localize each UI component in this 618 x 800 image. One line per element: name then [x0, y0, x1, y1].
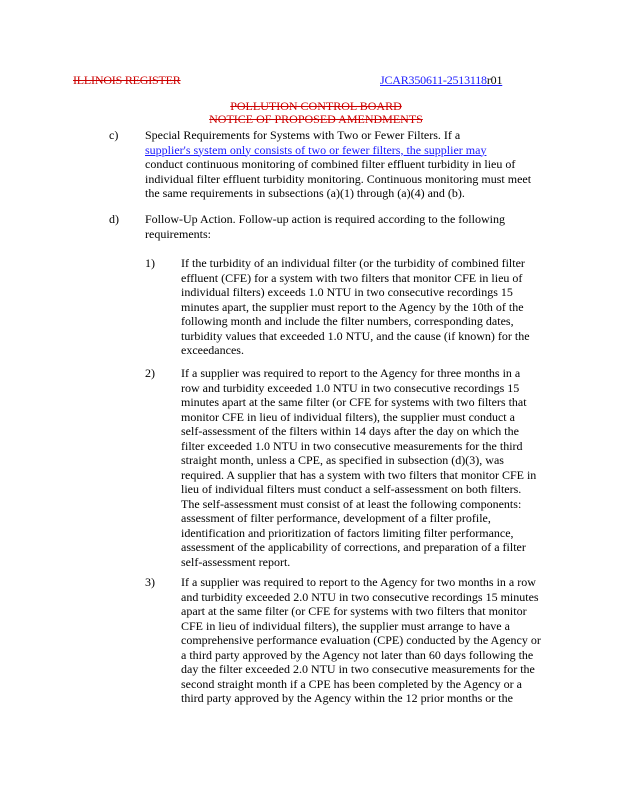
item-2-text	[181, 366, 571, 569]
text-line: effluent (CFE) for a system with two filters that monitor CFE in lieu of	[181, 270, 523, 285]
text-line: individual filter effluent turbidity monitoring. Continuous monitoring must meet	[145, 171, 532, 186]
text-line: Follow-Up Action. Follow-up action is required according to the following	[145, 212, 505, 226]
inserted-text: supplier's system only consists of two or fewer filters, the supplier may	[145, 142, 487, 157]
text-line: assessment of the applicability of corrections, and preparation of a filter	[181, 540, 526, 554]
subsection-d-text	[145, 212, 565, 241]
text-line: exceedances.	[181, 343, 244, 357]
text-line: If a supplier was required to report to the Agency for three months in a	[181, 366, 521, 380]
item-2-label: 2)	[145, 366, 155, 380]
text-line: comprehensive performance evaluation (CPE) conducted by the Agency or	[181, 633, 541, 647]
text-line: Special Requirements for Systems with Two or Fewer Filters. If a	[145, 128, 461, 142]
item-3-text	[181, 575, 571, 706]
board-title: POLLUTION CONTROL BOARD	[230, 99, 402, 113]
item-1-text	[181, 256, 571, 358]
text-line: following month and include the filter numbers, corresponding dates,	[181, 314, 514, 328]
text-line: identification and prioritization of factors limiting filter performance,	[181, 525, 514, 540]
revision-suffix: r01	[486, 73, 503, 87]
text-line: requirements:	[145, 226, 211, 241]
item-3-label: 3)	[145, 575, 155, 589]
subsection-c-label: c)	[109, 128, 119, 142]
text-line: a third party approved by the Agency not later than 60 days following the	[181, 647, 534, 662]
text-line: self-assessment of the filters within 14 days after the day on which the	[181, 424, 519, 438]
text-line: The self-assessment must consist of at least the following components:	[181, 496, 522, 511]
text-line: apart at the same filter (or CFE for systems with two filters that monitor	[181, 604, 527, 618]
register-header: ILLINOIS REGISTER	[73, 73, 181, 87]
text-line: assessment of filter performance, development of a filter profile,	[181, 511, 491, 525]
subsection-c-text	[145, 128, 565, 201]
text-line: turbidity values that exceeded 1.0 NTU, and the cause (if known) for the	[181, 328, 530, 343]
text-line: straight month, unless a CPE, as specified in subsection (d)(3), was	[181, 453, 504, 467]
text-line: monitor CFE in lieu of individual filters), the supplier must conduct a	[181, 409, 515, 424]
jcar-reference	[380, 73, 502, 88]
text-line: second straight month if a CPE has been completed by the Agency or a	[181, 676, 522, 691]
text-line	[145, 143, 565, 158]
jcar-number: JCAR350611-2513118	[380, 73, 487, 87]
text-line: individual filters) exceeds 1.0 NTU in two consecutive recordings 15	[181, 285, 513, 299]
notice-title: NOTICE OF PROPOSED AMENDMENTS	[209, 112, 423, 126]
text-line: row and turbidity exceeded 1.0 NTU in two consecutive recordings 15	[181, 380, 520, 395]
text-line: required. A supplier that has a system with two filters that monitor CFE in	[181, 467, 537, 482]
text-line: third party approved by the Agency within the 12 prior months or the	[181, 691, 513, 705]
text-line: self-assessment report.	[181, 554, 291, 569]
text-line: minutes apart, the supplier must report to the Agency by the 10th of the	[181, 299, 524, 314]
text-line: If the turbidity of an individual filter (or the turbidity of combined filter	[181, 256, 525, 270]
text-line: minutes apart at the same filter (or CFE for systems with two filters that	[181, 395, 527, 409]
item-1-label: 1)	[145, 256, 155, 270]
text-line: day the filter exceeded 2.0 NTU in two consecutive measurements for the	[181, 662, 535, 676]
text-line: filter exceeded 1.0 NTU in two consecutive measurements for the third	[181, 438, 523, 453]
text-line: If a supplier was required to report to the Agency for two months in a row	[181, 575, 536, 589]
subsection-d-label: d)	[109, 212, 119, 226]
text-line: CFE in lieu of individual filters), the supplier must arrange to have a	[181, 618, 510, 633]
text-line: conduct continuous monitoring of combined filter effluent turbidity in lieu of	[145, 157, 516, 171]
text-line: lieu of individual filters must conduct a self-assessment on both filters.	[181, 482, 522, 496]
text-line: the same requirements in subsections (a)(1) through (a)(4) and (b).	[145, 186, 465, 200]
text-line: and turbidity exceeded 2.0 NTU in two consecutive recordings 15 minutes	[181, 589, 539, 604]
